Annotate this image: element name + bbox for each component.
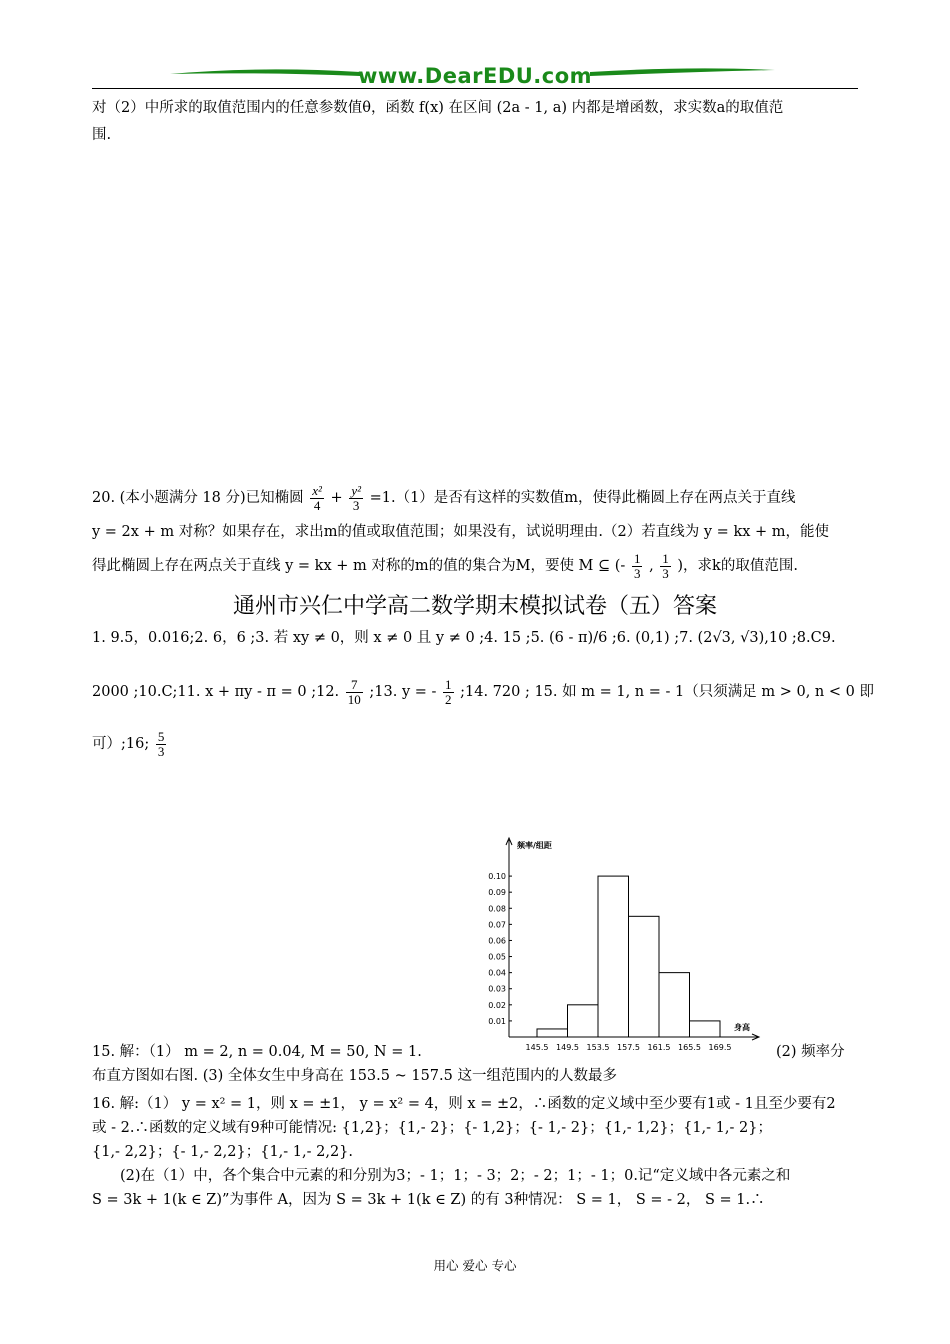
interval-left-fraction: $\frac{1}{3}$: [633, 550, 641, 581]
solution15-line1-b: (2) 频率分: [776, 1044, 845, 1060]
histogram-bar: [568, 1005, 599, 1037]
answer12-fraction: $\frac{7}{10}$: [347, 676, 361, 707]
answers-line3-a: 可）;16;: [92, 736, 150, 752]
x-tick-label: 161.5: [647, 1043, 671, 1052]
solution16-line1: 16. 解:（1） y = x² = 1，则 x = ±1， y = x² = 4，则 x = ±2，∴函数的定义域中至少要有1或 - 1且至少要有2: [92, 1096, 836, 1112]
problem20-line3-a: 得此椭圆上存在两点关于直线 y = kx + m 对称的m的值的集合为M，要使 M ⊆ (-: [92, 558, 626, 574]
y-axis-label: 频率/组距: [517, 841, 552, 850]
solution16-line2: 或 - 2.∴函数的定义域有9种可能情况: {1,2}；{1,- 2}；{- 1,2}；{- 1,- 2}；{1,- 1,2}；{1,- 1,- 2}；: [92, 1120, 772, 1136]
y-tick-label: 0.10: [488, 872, 506, 882]
answers-line2-c: ;14. 720 ; 15. 如 m = 1, n = - 1（只须满足 m > 0, n < 0 即: [460, 684, 874, 700]
x-axis-label: 身高: [734, 1023, 750, 1032]
problem20-line1-a: 20. (本小题满分 18 分)已知椭圆: [92, 490, 304, 506]
x-tick-label: 169.5: [708, 1043, 732, 1052]
header-rule: [92, 88, 858, 89]
answers-line2-a: 2000 ;10.C;11. x + πy - π = 0 ;12.: [92, 684, 340, 700]
x-tick-label: 157.5: [617, 1043, 640, 1052]
y-tick-label: 0.09: [488, 888, 506, 898]
y-tick-label: 0.02: [488, 1000, 506, 1010]
y-tick-label: 0.06: [488, 936, 506, 946]
solution16-line4: (2)在（1）中，各个集合中元素的和分别为3；- 1；1；- 3；2；- 2；1；- 1；0.记“定义域中各元素之和: [120, 1168, 791, 1184]
y-tick-label: 0.08: [488, 904, 506, 914]
problem20-line3-b: )，求k的取值范围.: [677, 558, 798, 574]
histogram-bar: [598, 876, 629, 1037]
solution15-line2: 布直方图如右图. (3) 全体女生中身高在 153.5 ~ 157.5 这一组范围内的人数最多: [92, 1068, 617, 1084]
solution16-line3: {1,- 2,2}；{- 1,- 2,2}；{1,- 1,- 2,2}.: [92, 1144, 354, 1160]
solution15-line1-a: 15. 解：（1） m = 2, n = 0.04, M = 50, N = 1.: [92, 1044, 422, 1060]
answers-line2-b: ;13. y = -: [369, 684, 437, 700]
histogram-bar: [690, 1021, 721, 1037]
answers-line3: [92, 724, 168, 764]
solution16-line5: S = 3k + 1(k ∈ Z)”为事件 A，因为 S = 3k + 1(k ∈ Z) 的有 3种情况： S = 1， S = - 2， S = 1.∴: [92, 1192, 765, 1208]
problem19-line2: 围.: [92, 127, 112, 143]
answer13-fraction: $\frac{1}{2}$: [445, 676, 452, 707]
problem20-line2: y = 2x + m 对称？如果存在，求出m的值或取值范围；如果没有，试说明理由.（2）若直线为 y = kx + m，能使: [92, 524, 830, 540]
site-logo-text: www.DearEDU.com: [357, 64, 593, 88]
x-tick-label: 153.5: [586, 1043, 610, 1052]
answer16-fraction: $\frac{5}{3}$: [157, 728, 165, 759]
x-tick-label: 165.5: [678, 1043, 701, 1052]
y-tick-label: 0.05: [488, 952, 506, 962]
histogram-bar: [537, 1029, 568, 1037]
histogram-bar: [659, 973, 690, 1037]
ellipse-fraction-y: $\frac{\text{y²}}{3}$: [351, 482, 361, 513]
problem20-line1-b: =1.（1）是否有这样的实数值m，使得此椭圆上存在两点关于直线: [369, 490, 796, 506]
y-tick-label: 0.04: [488, 968, 506, 978]
answers-line1: 1. 9.5，0.016;2. 6，6 ;3. 若 xy ≠ 0，则 x ≠ 0 且 y ≠ 0 ;4. 15 ;5. (6 - π)/6 ;6. (0,1) ;7. (2√3, √3),10 ;8.C9.: [92, 630, 836, 646]
interval-right-fraction: $\frac{1}{3}$: [662, 550, 669, 581]
answers-line2: [92, 672, 874, 712]
problem20-line1: [92, 478, 796, 518]
plus-sign: +: [330, 490, 343, 506]
y-tick-label: 0.07: [488, 920, 506, 930]
x-tick-label: 149.5: [556, 1043, 579, 1052]
y-tick-label: 0.01: [488, 1016, 506, 1026]
problem20-line3: [92, 546, 798, 586]
histogram-bar: [629, 916, 660, 1037]
page-footer: 用心 爱心 专心: [433, 1258, 517, 1273]
problem19-line1: 对（2）中所求的取值范围内的任意参数值θ，函数 f(x) 在区间 (2a - 1, a) 内都是增函数，求实数a的取值范: [92, 100, 784, 116]
interval-comma: ,: [649, 558, 654, 574]
frequency-histogram: [476, 832, 766, 1062]
answer-title: 通州市兴仁中学高二数学期末模拟试卷（五）答案: [232, 594, 717, 619]
ellipse-fraction-x: $\frac{\text{x²}}{4}$: [312, 482, 322, 513]
x-tick-label: 145.5: [525, 1043, 549, 1052]
y-tick-label: 0.03: [488, 984, 506, 994]
